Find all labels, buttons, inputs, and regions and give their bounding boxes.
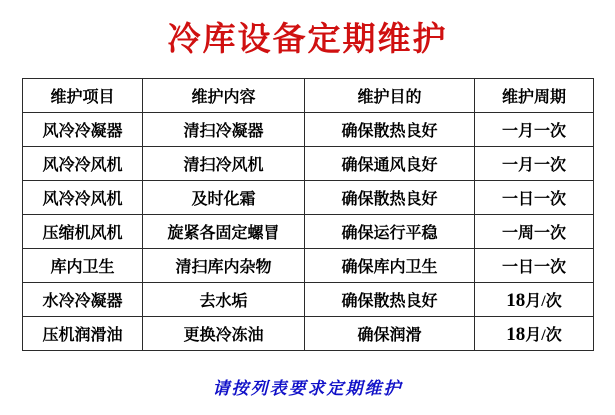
cell-purpose: 确保润滑 xyxy=(305,317,475,351)
maintenance-table xyxy=(22,78,594,351)
cell-purpose: 确保通风良好 xyxy=(305,147,475,181)
cycle-number: 18 xyxy=(506,323,526,345)
table-row xyxy=(23,249,594,283)
cell-content: 及时化霜 xyxy=(143,181,305,215)
footer-note: 请按列表要求定期维护 xyxy=(212,379,403,398)
cell-cycle xyxy=(475,283,594,317)
cell-content: 清扫冷凝器 xyxy=(143,113,305,147)
cell-content: 旋紧各固定螺冒 xyxy=(143,215,305,249)
cell-content: 清扫冷风机 xyxy=(143,147,305,181)
cell-content: 去水垢 xyxy=(143,283,305,317)
cell-content: 清扫库内杂物 xyxy=(143,249,305,283)
cell-item: 风冷冷凝器 xyxy=(23,113,143,147)
cell-cycle: 一日一次 xyxy=(475,181,594,215)
cell-cycle: 一周一次 xyxy=(475,215,594,249)
table-row xyxy=(23,317,594,351)
cell-item: 压缩机风机 xyxy=(23,215,143,249)
cell-cycle xyxy=(475,317,594,351)
table-row xyxy=(23,147,594,181)
cell-content: 更换冷冻油 xyxy=(143,317,305,351)
cell-cycle: 一月一次 xyxy=(475,113,594,147)
cycle-suffix: 月/次 xyxy=(525,326,562,344)
table-header-row xyxy=(23,79,594,113)
cell-cycle: 一日一次 xyxy=(475,249,594,283)
cell-item: 水冷冷凝器 xyxy=(23,283,143,317)
column-header-content: 维护内容 xyxy=(143,79,305,113)
maintenance-table-wrapper xyxy=(22,78,593,351)
column-header-item: 维护项目 xyxy=(23,79,143,113)
table-row xyxy=(23,181,594,215)
cell-cycle: 一月一次 xyxy=(475,147,594,181)
cell-purpose: 确保运行平稳 xyxy=(305,215,475,249)
cell-item: 风冷冷风机 xyxy=(23,181,143,215)
cell-item: 压机润滑油 xyxy=(23,317,143,351)
column-header-purpose: 维护目的 xyxy=(305,79,475,113)
cell-purpose: 确保散热良好 xyxy=(305,283,475,317)
cell-purpose: 确保库内卫生 xyxy=(305,249,475,283)
column-header-cycle: 维护周期 xyxy=(475,79,594,113)
cell-purpose: 确保散热良好 xyxy=(305,181,475,215)
cell-purpose: 确保散热良好 xyxy=(305,113,475,147)
table-row xyxy=(23,283,594,317)
table-row xyxy=(23,215,594,249)
cycle-number: 18 xyxy=(506,289,526,311)
cell-item: 风冷冷风机 xyxy=(23,147,143,181)
page-title: 冷库设备定期维护 xyxy=(167,22,448,58)
table-row xyxy=(23,113,594,147)
cycle-suffix: 月/次 xyxy=(525,292,562,310)
cell-item: 库内卫生 xyxy=(23,249,143,283)
